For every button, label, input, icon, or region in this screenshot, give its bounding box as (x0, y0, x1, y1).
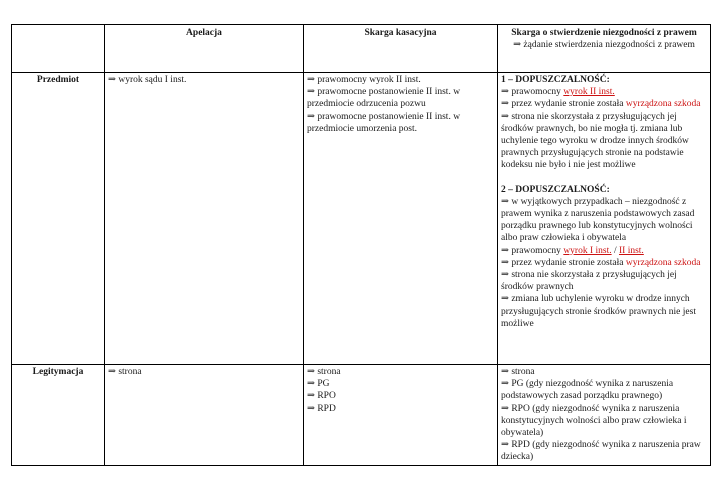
list-item: ⇒ prawomocne postanowienie II inst. w przedmiocie odrzucenia pozwu (307, 87, 461, 110)
comparison-table (11, 24, 711, 466)
section-heading-2: 2 – DOPUSZCZALNOŚĆ: (501, 184, 610, 195)
list-item: ⇒ RPD (307, 403, 336, 414)
list-item: ⇒ w wyjątkowych przypadkach – niezgodność z prawem wynika z naruszenia podstawowych zasad porządku prawnego lub konstytucyjnych wolności albo praw człowieka i obywatela (501, 196, 695, 244)
header-skarga-kasacyjna: Skarga kasacyjna (304, 25, 498, 73)
list-item (501, 86, 707, 98)
highlight-link: wyrok II inst. (563, 87, 615, 98)
list-item-text: ⇒ prawomocny (501, 245, 564, 256)
przedmiot-apelacja-cell (105, 73, 304, 365)
list-item: ⇒ strona (501, 367, 535, 377)
list-item: ⇒ prawomocne postanowienie II inst. w przedmiocie umorzenia post. (307, 111, 461, 134)
header-skarga-niezgodnosc (498, 25, 711, 73)
header-skarga-niezgodnosc-title: Skarga o stwierdzenie niezgodności z prawem (511, 28, 697, 38)
list-item-text: ⇒ prawomocny (501, 87, 564, 98)
highlight-text: wyrządzona szkoda (625, 257, 701, 268)
list-item: ⇒ prawomocny wyrok II inst. (307, 75, 421, 85)
spacer (501, 172, 707, 184)
legitymacja-apelacja-cell (105, 365, 304, 466)
list-item (501, 257, 707, 269)
list-item: ⇒ PG (307, 379, 330, 390)
header-row (12, 25, 711, 73)
list-item: ⇒ strona nie skorzystała z przysługujących jej środków prawnych, bo nie mogła tj. zmiana lub uchylenie tego wyroku w drodze innych środków prawnych przysługujących stronie na podstawie kodeksu nie było i nie jest możliwe (501, 111, 689, 171)
row-label-legitymacja: Legitymacja (12, 365, 105, 466)
list-item: ⇒ RPD (gdy niezgodność wynika z naruszenia praw dziecka) (501, 440, 701, 463)
row-label-przedmiot: Przedmiot (12, 73, 105, 365)
list-item: ⇒ RPO (307, 391, 336, 402)
przedmiot-kasacyjna-cell (304, 73, 498, 365)
list-item: ⇒ PG (gdy niezgodność wynika z naruszenia podstawowych zasad porządku prawnego) (501, 379, 674, 402)
list-item: ⇒ RPO (gdy niezgodność wynika z naruszenia konstytucyjnych wolności albo praw człowieka i obywatela) (501, 403, 687, 439)
separator-text: / (611, 245, 619, 256)
list-item: ⇒ strona nie skorzystała z przysługujących jej środków prawnych (501, 270, 677, 293)
przedmiot-niezgodnosc-cell (498, 73, 711, 365)
header-apelacja: Apelacja (105, 25, 304, 73)
list-item (501, 245, 707, 257)
row-legitymacja (12, 365, 711, 466)
header-skarga-niezgodnosc-sub: ⇒ żądanie stwierdzenia niezgodności z prawem (513, 40, 695, 51)
list-item: ⇒ strona (307, 367, 341, 377)
list-item: ⇒ wyrok sądu I inst. (108, 75, 187, 85)
list-item-text: ⇒ przez wydanie stronie została (501, 257, 626, 268)
list-item: ⇒ zmiana lub uchylenie wyroku w drodze innych przysługujących stronie środków prawnych nie jest możliwe (501, 294, 696, 329)
list-item-text: ⇒ przez wydanie stronie została (501, 99, 626, 110)
row-przedmiot (12, 73, 711, 365)
highlight-text: wyrządzona szkoda (625, 99, 701, 110)
header-empty-cell (12, 25, 105, 73)
list-item: ⇒ strona (108, 367, 142, 377)
highlight-link: wyrok I inst. (563, 245, 612, 256)
section-heading-1: 1 – DOPUSZCZALNOŚĆ: (501, 75, 610, 85)
list-item (501, 98, 707, 110)
highlight-link: II inst. (619, 245, 644, 256)
legitymacja-kasacyjna-cell (304, 365, 498, 466)
legitymacja-niezgodnosc-cell (498, 365, 711, 466)
